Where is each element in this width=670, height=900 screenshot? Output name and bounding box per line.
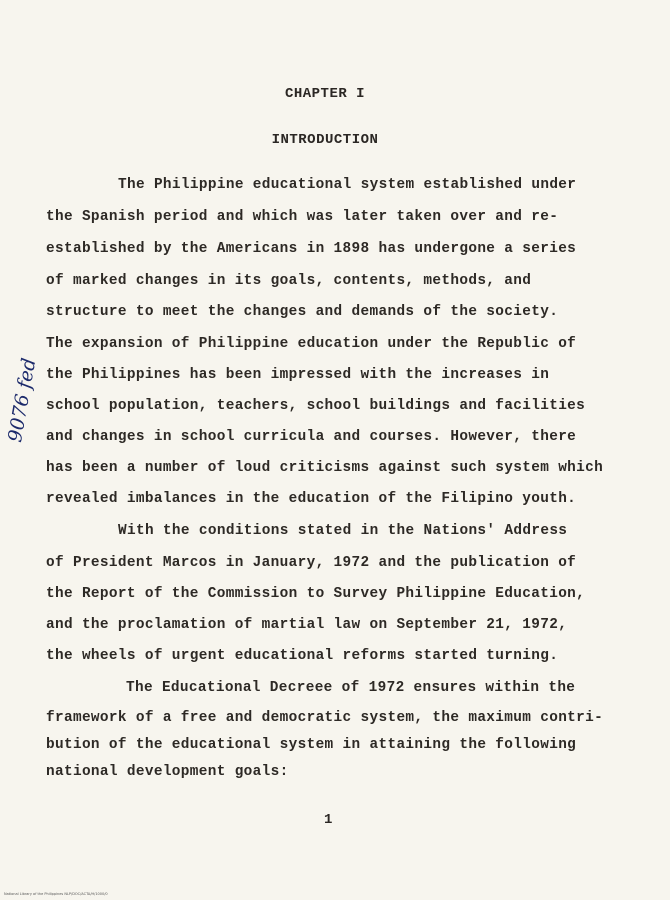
handwritten-annotation: 9076 fed xyxy=(4,356,41,444)
text-line: the Spanish period and which was later taken over and re- xyxy=(46,209,559,225)
text-line: of President Marcos in January, 1972 and the publication of xyxy=(46,555,577,571)
text-line: and changes in school curricula and courses. However, there xyxy=(46,429,577,445)
text-line: has been a number of loud criticisms against such system which xyxy=(46,460,604,476)
text-line: framework of a free and democratic system, the maximum contri- xyxy=(46,710,604,726)
text-line: the Philippines has been impressed with the increases in xyxy=(46,367,550,383)
text-line: of marked changes in its goals, contents, methods, and xyxy=(46,273,532,289)
text-line: national development goals: xyxy=(46,764,289,780)
text-line: the Report of the Commission to Survey Philippine Education, xyxy=(46,586,586,602)
text-line: the wheels of urgent educational reforms started turning. xyxy=(46,648,559,664)
section-title: INTRODUCTION xyxy=(271,132,379,148)
text-line: and the proclamation of martial law on September 21, 1972, xyxy=(46,617,568,633)
text-line: The Philippine educational system established under xyxy=(118,177,577,193)
page-number: 1 xyxy=(324,812,333,828)
text-line: established by the Americans in 1898 has undergone a series xyxy=(46,241,577,257)
chapter-heading: CHAPTER I xyxy=(284,86,366,102)
text-line: The Educational Decreee of 1972 ensures within the xyxy=(126,680,576,696)
footer-credit: National Library of the Philippines NLP/DOC/ACTA/H/1000/0 xyxy=(4,892,108,896)
text-line: structure to meet the changes and demands of the society. xyxy=(46,304,559,320)
text-line: revealed imbalances in the education of the Filipino youth. xyxy=(46,491,577,507)
text-line: The expansion of Philippine education under the Republic of xyxy=(46,336,577,352)
text-line: bution of the educational system in attaining the following xyxy=(46,737,577,753)
text-line: With the conditions stated in the Nations' Address xyxy=(118,523,568,539)
text-line: school population, teachers, school buildings and facilities xyxy=(46,398,586,414)
